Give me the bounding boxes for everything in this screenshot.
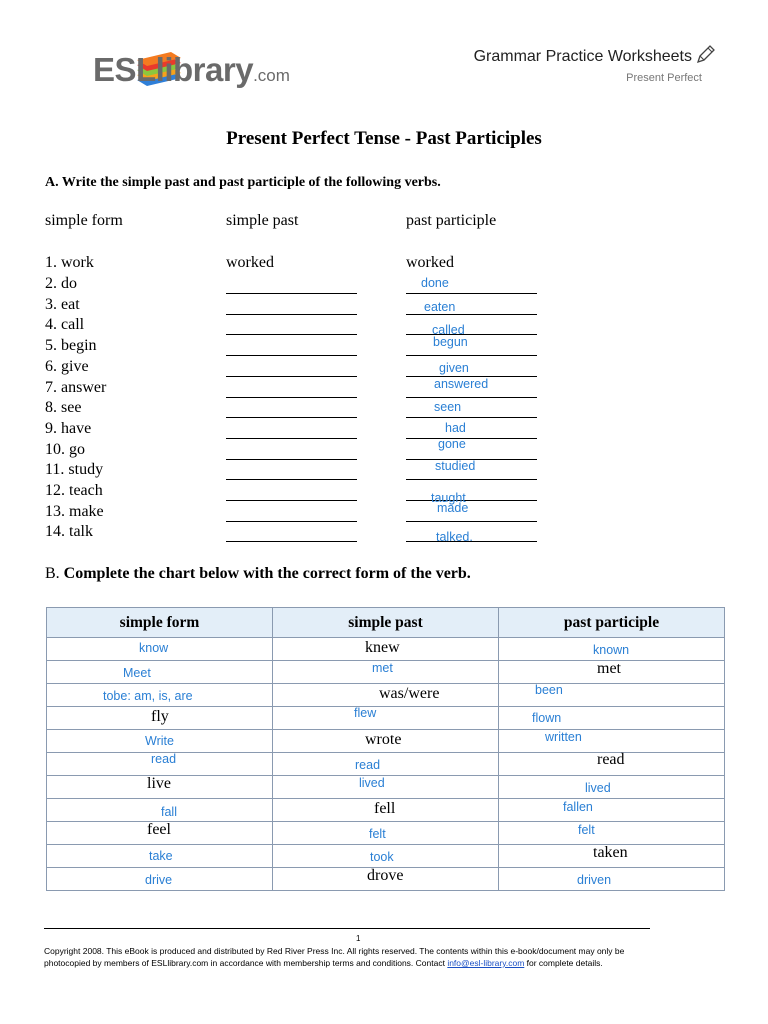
past-participle-cell[interactable] xyxy=(499,845,725,868)
handwritten-answer: done xyxy=(421,276,449,290)
simple-past-cell[interactable] xyxy=(273,868,499,891)
handwritten-answer: met xyxy=(372,661,393,675)
printed-verb: read xyxy=(597,751,625,768)
printed-verb: was/were xyxy=(379,685,440,702)
page-title: Present Perfect Tense - Past Participles xyxy=(226,128,542,149)
header-title: Grammar Practice Worksheets xyxy=(473,48,692,65)
verb-item: 6. give xyxy=(45,358,89,375)
simple-past-blank[interactable] xyxy=(226,479,357,480)
simple-past-cell[interactable] xyxy=(273,661,499,684)
simple-past-cell[interactable] xyxy=(273,822,499,845)
handwritten-answer: drive xyxy=(145,873,173,887)
past-participle-blank[interactable] xyxy=(406,355,537,356)
simple-form-cell[interactable] xyxy=(47,730,273,753)
simple-form-cell[interactable] xyxy=(47,707,273,730)
past-participle-cell[interactable] xyxy=(499,638,725,661)
simple-form-cell[interactable] xyxy=(47,822,273,845)
past-participle-blank[interactable] xyxy=(406,438,537,439)
chart-row xyxy=(47,822,725,845)
verb-item: 5. begin xyxy=(45,337,97,354)
simple-past-cell[interactable] xyxy=(273,753,499,776)
section-b-instruction: B. Complete the chart below with the correct form of the verb. xyxy=(45,565,471,582)
verb-chart xyxy=(46,607,725,891)
page-number: 1 xyxy=(356,934,361,943)
past-participle-blank[interactable] xyxy=(406,479,537,480)
past-participle-cell[interactable] xyxy=(499,730,725,753)
handwritten-answer: seen xyxy=(434,400,462,414)
past-participle-cell[interactable] xyxy=(499,799,725,822)
verb-item: 11. study xyxy=(45,461,104,478)
pencil-icon xyxy=(694,44,716,66)
handwritten-answer: took xyxy=(370,850,394,864)
handwritten-answer: know xyxy=(139,641,169,655)
handwritten-answer: lived xyxy=(359,776,385,790)
handwritten-answer: flown xyxy=(532,711,562,725)
handwritten-answer: read xyxy=(355,758,381,772)
simple-past-cell[interactable] xyxy=(273,707,499,730)
printed-verb: knew xyxy=(365,639,400,656)
verb-item: 3. eat xyxy=(45,296,80,313)
verb-item: 10. go xyxy=(45,441,85,458)
handwritten-answer: talked. xyxy=(436,530,473,544)
verb-item: 2. do xyxy=(45,275,77,292)
simple-past-blank[interactable] xyxy=(226,541,357,542)
simple-form-cell[interactable] xyxy=(47,753,273,776)
handwritten-answer: Write xyxy=(145,734,174,748)
simple-form-cell[interactable] xyxy=(47,868,273,891)
verb-item: 7. answer xyxy=(45,379,107,396)
printed-verb: wrote xyxy=(365,731,402,748)
chart-row xyxy=(47,638,725,661)
column-header-past-participle: past participle xyxy=(406,212,497,229)
column-header-simple-past: simple past xyxy=(226,212,299,229)
chart-row xyxy=(47,707,725,730)
chart-row xyxy=(47,845,725,868)
chart-header-past-participle: past participle xyxy=(499,608,725,638)
handwritten-answer: take xyxy=(149,849,173,863)
chart-row xyxy=(47,661,725,684)
simple-past-cell[interactable] xyxy=(273,684,499,707)
chart-row xyxy=(47,868,725,891)
simple-form-cell[interactable] xyxy=(47,845,273,868)
simple-past-blank[interactable] xyxy=(226,314,357,315)
handwritten-answer: lived xyxy=(585,781,611,795)
printed-verb: drove xyxy=(367,867,404,884)
printed-verb: feel xyxy=(147,821,171,838)
handwritten-answer: flew xyxy=(354,706,377,720)
simple-past-cell[interactable] xyxy=(273,845,499,868)
header-subtitle: Present Perfect xyxy=(626,72,702,84)
handwritten-answer: Meet xyxy=(123,666,151,680)
handwritten-answer: taught xyxy=(431,491,466,505)
simple-form-cell[interactable] xyxy=(47,638,273,661)
simple-form-cell[interactable] xyxy=(47,684,273,707)
past-participle-cell[interactable] xyxy=(499,753,725,776)
chart-row xyxy=(47,684,725,707)
simple-past-blank[interactable] xyxy=(226,355,357,356)
chart-row xyxy=(47,730,725,753)
chart-row xyxy=(47,776,725,799)
simple-form-cell[interactable] xyxy=(47,776,273,799)
simple-past-cell[interactable] xyxy=(273,638,499,661)
chart-header-row xyxy=(47,608,725,638)
past-participle-cell[interactable] xyxy=(499,776,725,799)
simple-past-blank[interactable] xyxy=(226,521,357,522)
handwritten-answer: known xyxy=(593,643,630,657)
past-participle-blank[interactable] xyxy=(406,521,537,522)
simple-form-cell[interactable] xyxy=(47,799,273,822)
verb-item: 12. teach xyxy=(45,482,103,499)
simple-past-example: worked xyxy=(226,254,274,271)
past-participle-example: worked xyxy=(406,254,454,271)
printed-verb: taken xyxy=(593,844,628,861)
column-header-simple-form: simple form xyxy=(45,212,123,229)
simple-past-blank[interactable] xyxy=(226,500,357,501)
handwritten-answer: felt xyxy=(578,823,595,837)
chart-header-simple-past: simple past xyxy=(273,608,499,638)
chart-row xyxy=(47,753,725,776)
handwritten-answer: felt xyxy=(369,827,386,841)
past-participle-cell[interactable] xyxy=(499,684,725,707)
past-participle-blank[interactable] xyxy=(406,397,537,398)
past-participle-blank[interactable] xyxy=(406,417,537,418)
simple-past-cell[interactable] xyxy=(273,776,499,799)
simple-form-cell[interactable] xyxy=(47,661,273,684)
handwritten-answer: studied xyxy=(435,459,476,473)
contact-email-link[interactable]: info@esl-library.com xyxy=(447,958,525,968)
past-participle-blank[interactable] xyxy=(406,500,537,501)
simple-past-blank[interactable] xyxy=(226,334,357,335)
verb-item: 4. call xyxy=(45,316,85,333)
past-participle-cell[interactable] xyxy=(499,822,725,845)
verb-item: 8. see xyxy=(45,399,82,416)
handwritten-answer: given xyxy=(439,361,469,375)
logo-wordmark: ESLlibrary.com xyxy=(93,51,290,88)
simple-past-blank[interactable] xyxy=(226,438,357,439)
printed-verb: fly xyxy=(151,708,169,725)
copyright-notice: Copyright 2008. This eBook is produced and distributed by Red River Press Inc. All rights reserved. The contents within this e-book/document may only be photocopied by members of ESLlibrary.com in accordance with membership terms and conditions. Contact info@esl-library.com for complete details. xyxy=(44,946,625,968)
printed-verb: met xyxy=(597,660,621,677)
past-participle-blank[interactable] xyxy=(406,334,537,335)
past-participle-blank[interactable] xyxy=(406,314,537,315)
verb-item: 1. work xyxy=(45,254,94,271)
simple-past-blank[interactable] xyxy=(226,293,357,294)
handwritten-answer: fall xyxy=(161,805,177,819)
printed-verb: live xyxy=(147,775,171,792)
simple-past-blank[interactable] xyxy=(226,417,357,418)
section-a-instruction: A. Write the simple past and past participle of the following verbs. xyxy=(45,175,441,190)
simple-past-blank[interactable] xyxy=(226,459,357,460)
handwritten-answer: tobe: am, is, are xyxy=(103,689,193,703)
verb-item: 9. have xyxy=(45,420,92,437)
handwritten-answer: called xyxy=(432,323,465,337)
handwritten-answer: driven xyxy=(577,873,612,887)
handwritten-answer: had xyxy=(445,421,466,435)
past-participle-cell[interactable] xyxy=(499,868,725,891)
handwritten-answer: written xyxy=(545,730,582,744)
verb-item: 13. make xyxy=(45,503,104,520)
chart-row xyxy=(47,799,725,822)
handwritten-answer: been xyxy=(535,683,563,697)
handwritten-answer: fallen xyxy=(563,800,593,814)
past-participle-cell[interactable] xyxy=(499,707,725,730)
printed-verb: fell xyxy=(374,800,396,817)
handwritten-answer: read xyxy=(151,752,177,766)
past-participle-cell[interactable] xyxy=(499,661,725,684)
footer-divider xyxy=(44,928,650,929)
handwritten-answer: eaten xyxy=(424,300,456,314)
handwritten-answer: made xyxy=(437,501,469,515)
simple-past-blank[interactable] xyxy=(226,397,357,398)
handwritten-answer: gone xyxy=(438,437,466,451)
simple-past-cell[interactable] xyxy=(273,730,499,753)
simple-past-cell[interactable] xyxy=(273,799,499,822)
simple-past-blank[interactable] xyxy=(226,376,357,377)
verb-item: 14. talk xyxy=(45,523,93,540)
handwritten-answer: answered xyxy=(434,377,489,391)
past-participle-blank[interactable] xyxy=(406,293,537,294)
chart-header-simple-form: simple form xyxy=(47,608,273,638)
handwritten-answer: begun xyxy=(433,335,468,349)
